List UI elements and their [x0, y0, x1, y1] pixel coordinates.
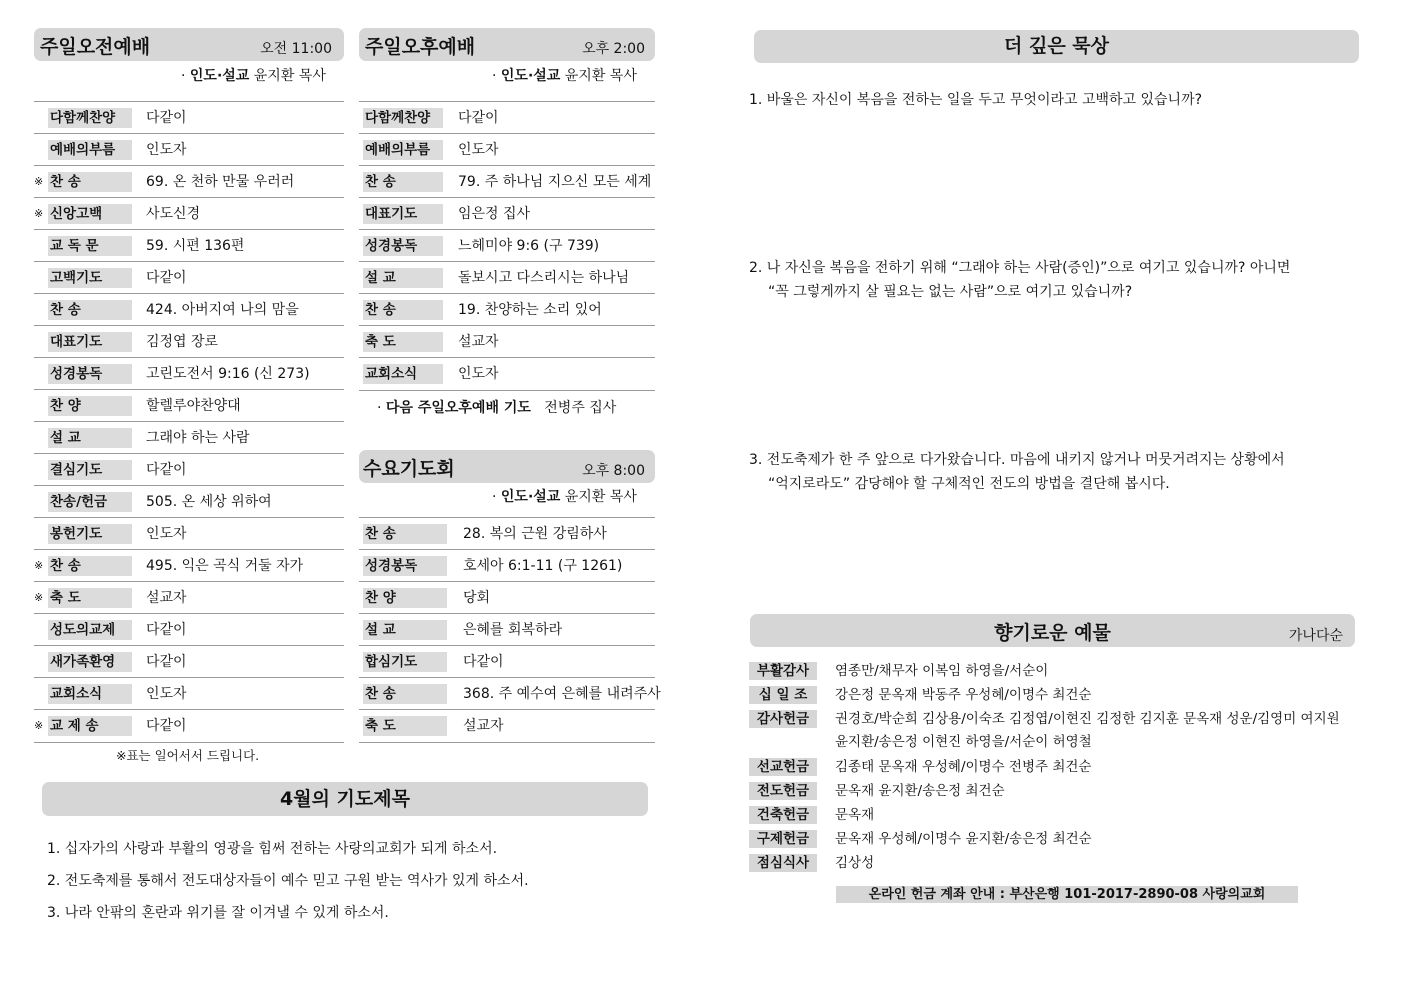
offering-category-label: 감사헌금 [749, 710, 817, 728]
order-item-value: 그래야 하는 사람 [146, 430, 250, 446]
leader-name: 윤지환 목사 [253, 68, 326, 84]
afternoon-service-title: 주일오후예배 [365, 36, 476, 58]
wednesday-service-time: 오후 8:00 [582, 463, 645, 479]
order-item-value: 설교자 [463, 718, 504, 734]
order-item-label: 성도의교제 [48, 620, 132, 640]
morning-leader: · 인도·설교 윤지환 목사 [181, 68, 326, 84]
order-item-label: 합심기도 [363, 652, 447, 672]
order-item-value: 495. 익은 곡식 거둘 자가 [146, 558, 304, 574]
order-row [359, 229, 655, 262]
order-item-label: 찬 송 [363, 172, 443, 192]
standing-mark: ※ [34, 591, 44, 604]
order-row [359, 613, 655, 646]
order-item-label: 결심기도 [48, 460, 132, 480]
offering-donors: 윤지환/송은정 이현진 하영을/서순이 허영철 [835, 734, 1092, 750]
offering-donors: 문옥재 윤지환/송은정 최건순 [835, 783, 1005, 799]
order-item-value: 느헤미야 9:6 (구 739) [458, 238, 600, 254]
order-item-value: 설교자 [146, 590, 187, 606]
offering-category-label: 부활감사 [749, 662, 817, 680]
order-item-label: 예배의부름 [363, 140, 443, 160]
offering-donors: 강은정 문옥재 박동주 우성혜/이명수 최건순 [835, 687, 1092, 703]
order-row [359, 581, 655, 614]
order-item-label: 찬송/헌금 [48, 492, 132, 512]
prayer-item-1: 1. 십자가의 사랑과 부활의 영광을 힘써 전하는 사랑의교회가 되게 하소서. [47, 841, 498, 857]
order-item-label: 예배의부름 [48, 140, 132, 160]
online-account-info: 온라인 헌금 계좌 안내 : 부산은행 101-2017-2890-08 사랑의교회 [836, 886, 1298, 903]
afternoon-service-time: 오후 2:00 [582, 41, 645, 57]
order-item-label: 교 제 송 [48, 716, 132, 736]
order-item-label: 다함께찬양 [48, 108, 132, 128]
order-item-value: 인도자 [146, 526, 187, 542]
afternoon-leader: · 인도·설교 윤지환 목사 [492, 68, 637, 84]
order-row [359, 293, 655, 326]
order-item-value: 69. 온 천하 만물 우러러 [146, 174, 295, 190]
order-item-value: 호세아 6:1-11 (구 1261) [463, 558, 623, 574]
order-item-value: 다같이 [146, 462, 187, 478]
order-item-label: 축 도 [363, 716, 447, 736]
order-item-value: 다같이 [146, 718, 187, 734]
order-item-value: 김정엽 장로 [146, 334, 219, 350]
order-row [359, 261, 655, 294]
order-row [359, 645, 655, 678]
standing-mark: ※ [34, 559, 44, 572]
offering-header [750, 614, 1355, 647]
meditation-question-3-line-1: 3. 전도축제가 한 주 앞으로 다가왔습니다. 마음에 내키지 않거나 머뭇거려지는 상황에서 [749, 452, 1285, 468]
prayer-topics-header: 4월의 기도제목 [42, 782, 648, 816]
wednesday-order-table [359, 517, 661, 741]
order-item-label: 찬 송 [363, 300, 443, 320]
order-item-value: 사도신경 [146, 206, 201, 222]
order-item-label: 찬 양 [48, 396, 132, 416]
morning-service-title: 주일오전예배 [40, 36, 151, 58]
meditation-question-2-line-2: “꼭 그렇게까지 살 필요는 없는 사람”으로 여기고 있습니까? [768, 284, 1133, 300]
order-item-value: 설교자 [458, 334, 499, 350]
order-item-value: 인도자 [458, 142, 499, 158]
next-prayer-name: 전병주 집사 [544, 400, 617, 416]
order-row [34, 421, 344, 454]
offering-category-label: 십 일 조 [749, 686, 817, 704]
offering-donors: 권경호/박순희 김상용/이숙조 김정엽/이현진 김정한 김지훈 문옥재 성운/김영미 여지원 [835, 711, 1340, 727]
offering-category-label: 건축헌금 [749, 806, 817, 824]
standing-note: ※표는 일어서서 드립니다. [116, 748, 260, 763]
order-row [359, 197, 655, 230]
offering-category-label: 전도헌금 [749, 782, 817, 800]
next-afternoon-prayer: · 다음 주일오후예배 기도 전병주 집사 [377, 400, 617, 416]
order-item-label: 찬 송 [48, 300, 132, 320]
prayer-item-2: 2. 전도축제를 통해서 전도대상자들이 예수 믿고 구원 받는 역사가 있게 하소서. [47, 873, 529, 889]
order-item-label: 축 도 [48, 588, 132, 608]
order-item-label: 다함께찬양 [363, 108, 443, 128]
offering-order-note: 가나다순 [1288, 628, 1343, 644]
order-row [34, 645, 344, 678]
meditation-question-3-line-2: “억지로라도” 감당해야 할 구체적인 전도의 방법을 결단해 봅시다. [768, 476, 1170, 492]
offering-title: 향기로운 예물 [994, 622, 1111, 644]
order-item-value: 고린도전서 9:16 (신 273) [146, 366, 310, 382]
order-item-label: 찬 송 [48, 556, 132, 576]
order-item-value: 당회 [463, 590, 491, 606]
order-item-value: 인도자 [146, 142, 187, 158]
wednesday-service-title: 수요기도회 [363, 458, 455, 480]
offering-donors: 김상성 [835, 855, 875, 871]
order-row [34, 485, 344, 518]
order-item-value: 다같이 [146, 622, 187, 638]
order-item-value: 임은정 집사 [458, 206, 531, 222]
order-row [359, 165, 655, 198]
order-item-label: 대표기도 [48, 332, 132, 352]
leader-role: 인도·설교 [189, 68, 250, 84]
morning-order-table [34, 101, 344, 741]
order-row [34, 709, 344, 743]
order-row [359, 549, 655, 582]
leader-name: 윤지환 목사 [564, 68, 637, 84]
order-row [34, 613, 344, 646]
order-item-value: 다같이 [146, 270, 187, 286]
order-row [34, 197, 344, 230]
offering-donors: 문옥재 우성혜/이명수 윤지환/송은정 최건순 [835, 831, 1092, 847]
order-item-label: 찬 송 [363, 524, 447, 544]
order-item-label: 설 교 [363, 268, 443, 288]
order-item-label: 찬 송 [363, 684, 447, 704]
meditation-question-1: 1. 바울은 자신이 복음을 전하는 일을 두고 무엇이라고 고백하고 있습니까? [749, 92, 1203, 108]
order-row [34, 677, 344, 710]
order-item-value: 인도자 [146, 686, 187, 702]
order-item-label: 고백기도 [48, 268, 132, 288]
offering-category-label: 점심식사 [749, 854, 817, 872]
order-item-label: 신앙고백 [48, 204, 132, 224]
next-prayer-label: 다음 주일오후예배 기도 [385, 400, 531, 416]
order-item-value: 505. 온 세상 위하여 [146, 494, 272, 510]
order-row [34, 165, 344, 198]
order-item-value: 다같이 [458, 110, 499, 126]
order-item-value: 은혜를 회복하라 [463, 622, 563, 638]
standing-mark: ※ [34, 719, 44, 732]
order-item-label: 교 독 문 [48, 236, 132, 256]
order-row [359, 709, 655, 743]
order-item-label: 성경봉독 [363, 236, 443, 256]
order-item-label: 설 교 [48, 428, 132, 448]
order-item-label: 교회소식 [48, 684, 132, 704]
order-item-value: 다같이 [146, 654, 187, 670]
order-item-value: 368. 주 예수여 은혜를 내려주사 [463, 686, 661, 702]
order-item-value: 돌보시고 다스리시는 하나님 [458, 270, 630, 286]
order-item-label: 찬 양 [363, 588, 447, 608]
order-item-label: 대표기도 [363, 204, 443, 224]
order-item-label: 성경봉독 [363, 556, 447, 576]
leader-role: 인도·설교 [500, 489, 561, 505]
standing-mark: ※ [34, 175, 44, 188]
order-row [359, 517, 655, 550]
offering-donors: 문옥재 [835, 807, 875, 823]
order-item-label: 교회소식 [363, 364, 443, 384]
meditation-question-2-line-1: 2. 나 자신을 복음을 전하기 위해 “그래야 하는 사람(증인)”으로 여기고 있습니까? 아니면 [749, 260, 1291, 276]
order-item-value: 59. 시편 136편 [146, 238, 245, 254]
order-item-value: 28. 복의 근원 강림하사 [463, 526, 607, 542]
order-item-label: 봉헌기도 [48, 524, 132, 544]
order-item-label: 설 교 [363, 620, 447, 640]
order-row [359, 133, 655, 166]
order-item-value: 79. 주 하나님 지으신 모든 세계 [458, 174, 652, 190]
offering-category-label: 구제헌금 [749, 830, 817, 848]
afternoon-order-table [359, 101, 655, 389]
morning-service-header [34, 28, 344, 61]
order-item-label: 성경봉독 [48, 364, 132, 384]
standing-mark: ※ [34, 207, 44, 220]
order-item-value: 다같이 [146, 110, 187, 126]
leader-role: 인도·설교 [500, 68, 561, 84]
order-item-value: 424. 아버지여 나의 맘을 [146, 302, 299, 318]
order-item-value: 할렐루야찬양대 [146, 398, 241, 414]
meditation-header: 더 깊은 묵상 [754, 30, 1359, 63]
order-row [359, 325, 655, 358]
offering-donors: 염종만/채무자 이복임 하영을/서순이 [835, 663, 1049, 679]
order-row [34, 229, 344, 262]
afternoon-service-header [359, 28, 655, 61]
order-row [359, 677, 661, 710]
order-item-label: 새가족환영 [48, 652, 132, 672]
order-item-value: 19. 찬양하는 소리 있어 [458, 302, 602, 318]
order-row [34, 549, 344, 582]
order-row [34, 389, 344, 422]
offering-category-label: 선교헌금 [749, 758, 817, 776]
order-item-label: 찬 송 [48, 172, 132, 192]
morning-service-time: 오전 11:00 [260, 41, 332, 57]
order-item-label: 축 도 [363, 332, 443, 352]
order-row [34, 293, 344, 326]
order-row [34, 101, 344, 134]
order-row [359, 101, 655, 134]
order-item-value: 인도자 [458, 366, 499, 382]
order-row [34, 357, 344, 390]
leader-name: 윤지환 목사 [564, 489, 637, 505]
offering-donors: 김종태 문옥재 우성혜/이명수 전병주 최건순 [835, 759, 1092, 775]
order-item-value: 다같이 [463, 654, 504, 670]
order-row [359, 357, 655, 391]
order-row [34, 261, 344, 294]
prayer-item-3: 3. 나라 안팎의 혼란과 위기를 잘 이겨낼 수 있게 하소서. [47, 905, 389, 921]
wednesday-leader: · 인도·설교 윤지환 목사 [492, 489, 637, 505]
order-row [34, 581, 344, 614]
order-row [34, 453, 344, 486]
order-row [34, 325, 344, 358]
wednesday-service-header [359, 450, 655, 483]
order-row [34, 517, 344, 550]
order-row [34, 133, 344, 166]
